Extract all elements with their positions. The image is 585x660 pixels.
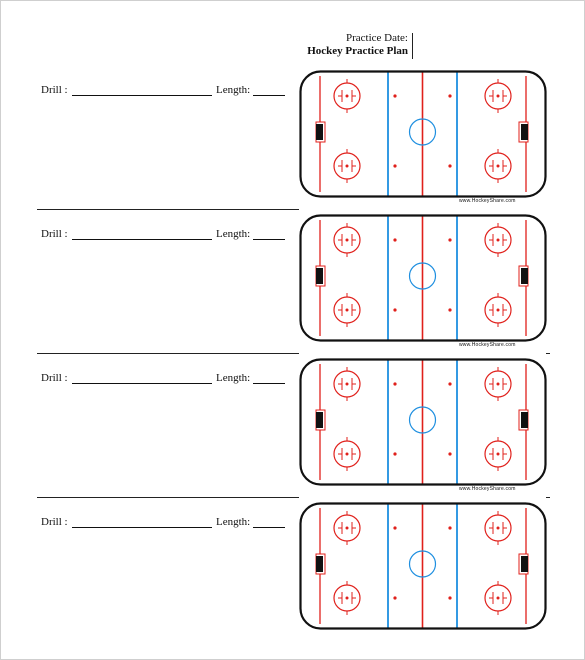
- length-label: Length:: [216, 372, 251, 384]
- faceoff-dot: [448, 164, 451, 167]
- goal-net-left: [316, 268, 323, 284]
- faceoff-dot: [448, 382, 451, 385]
- faceoff-dot: [393, 452, 396, 455]
- drill-name-field[interactable]: [72, 383, 212, 384]
- rink-svg: [299, 358, 547, 486]
- practice-date-label: Practice Date:: [346, 32, 408, 44]
- goal-net-right: [521, 268, 528, 284]
- faceoff-circle: [334, 149, 360, 183]
- goal-net-left: [316, 124, 323, 140]
- drill-label: Drill :: [41, 228, 68, 240]
- goal-net-right: [521, 124, 528, 140]
- faceoff-dot: [448, 452, 451, 455]
- faceoff-dot: [393, 94, 396, 97]
- faceoff-circle: [485, 581, 511, 615]
- goal-net-right: [521, 412, 528, 428]
- length-field[interactable]: [253, 383, 285, 384]
- faceoff-circle: [485, 149, 511, 183]
- faceoff-dot: [393, 596, 396, 599]
- faceoff-circle: [334, 511, 360, 545]
- row-separator: [37, 497, 299, 498]
- drill-name-field[interactable]: [72, 527, 212, 528]
- drill-row: [0, 214, 585, 349]
- goal-net-left: [316, 556, 323, 572]
- faceoff-dot: [393, 308, 396, 311]
- faceoff-circle: [334, 79, 360, 113]
- row-separator-tick: [546, 353, 550, 354]
- length-label: Length:: [216, 228, 251, 240]
- length-label: Length:: [216, 84, 251, 96]
- row-separator-tick: [546, 497, 550, 498]
- drill-label: Drill :: [41, 84, 68, 96]
- row-separator: [37, 353, 299, 354]
- drill-row: [0, 70, 585, 205]
- faceoff-circle: [485, 223, 511, 257]
- length-field[interactable]: [253, 527, 285, 528]
- faceoff-dot: [393, 238, 396, 241]
- goal-net-right: [521, 556, 528, 572]
- length-field[interactable]: [253, 95, 285, 96]
- drill-name-field[interactable]: [72, 239, 212, 240]
- faceoff-dot: [393, 164, 396, 167]
- practice-date-field[interactable]: [412, 33, 413, 59]
- row-separator: [37, 209, 299, 210]
- rink-svg: [299, 502, 547, 630]
- drill-name-field[interactable]: [72, 95, 212, 96]
- length-field[interactable]: [253, 239, 285, 240]
- faceoff-dot: [393, 382, 396, 385]
- rink-svg: [299, 70, 547, 198]
- faceoff-dot: [393, 526, 396, 529]
- faceoff-circle: [334, 223, 360, 257]
- rink-diagram[interactable]: [299, 214, 547, 342]
- goal-net-left: [316, 412, 323, 428]
- faceoff-dot: [448, 526, 451, 529]
- hockeyshare-credit: www.HockeyShare.com: [459, 342, 516, 348]
- length-label: Length:: [216, 516, 251, 528]
- rink-diagram[interactable]: [299, 358, 547, 486]
- faceoff-dot: [448, 94, 451, 97]
- drill-label: Drill :: [41, 372, 68, 384]
- drill-row: [0, 502, 585, 637]
- rink-svg: [299, 214, 547, 342]
- drill-row: [0, 358, 585, 493]
- faceoff-circle: [334, 293, 360, 327]
- faceoff-circle: [485, 437, 511, 471]
- rink-diagram[interactable]: [299, 70, 547, 198]
- faceoff-dot: [448, 308, 451, 311]
- faceoff-circle: [485, 293, 511, 327]
- faceoff-dot: [448, 238, 451, 241]
- drill-label: Drill :: [41, 516, 68, 528]
- faceoff-dot: [448, 596, 451, 599]
- plan-title: Hockey Practice Plan: [307, 45, 408, 57]
- faceoff-circle: [334, 581, 360, 615]
- faceoff-circle: [334, 437, 360, 471]
- hockeyshare-credit: www.HockeyShare.com: [459, 486, 516, 492]
- faceoff-circle: [334, 367, 360, 401]
- hockeyshare-credit: www.HockeyShare.com: [459, 198, 516, 204]
- rink-diagram[interactable]: [299, 502, 547, 630]
- faceoff-circle: [485, 367, 511, 401]
- faceoff-circle: [485, 79, 511, 113]
- faceoff-circle: [485, 511, 511, 545]
